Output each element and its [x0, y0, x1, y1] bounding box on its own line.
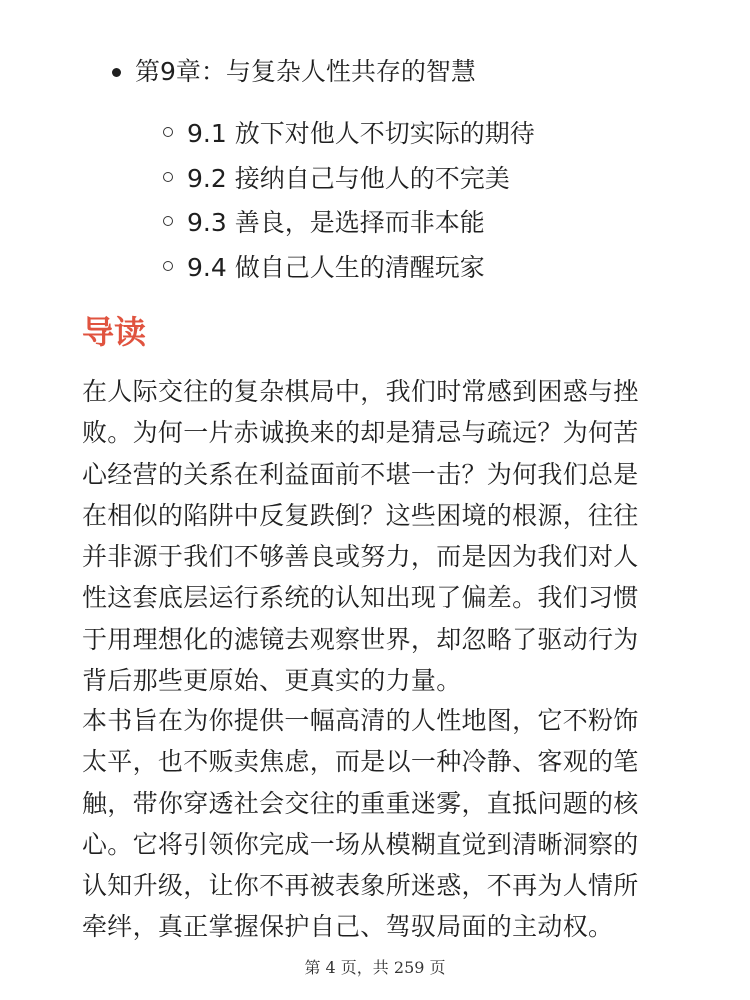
bullet-circle-icon	[163, 127, 173, 137]
text-line: 心。它将引领你完成一场从模糊直觉到清晰洞察的	[82, 829, 639, 859]
section-label: 9.1 放下对他人不切实际的期待	[187, 119, 535, 149]
page-number-footer: 第 4 页，共 259 页	[304, 958, 446, 977]
text-line: 背后那些更原始、更真实的力量。	[82, 666, 462, 696]
section-list	[163, 110, 535, 288]
section-label: 9.3 善良，是选择而非本能	[187, 208, 485, 238]
bullet-disc-icon	[112, 68, 121, 77]
section-label: 9.4 做自己人生的清醒玩家	[187, 252, 485, 282]
text-line: 在人际交往的复杂棋局中，我们时常感到困惑与挫	[82, 377, 639, 406]
text-line: 败。为何一片赤诚换来的却是猜忌与疏远？为何苦	[82, 418, 639, 448]
text-line: 于用理想化的滤镜去观察世界，却忽略了驱动行为	[82, 624, 639, 654]
text-line: 认知升级，让你不再被表象所迷惑，不再为人情所	[82, 871, 639, 901]
section-item	[163, 155, 535, 200]
chapter-title: 第9章：与复杂人性共存的智慧	[135, 57, 476, 86]
text-line: 心经营的关系在利益面前不堪一击？为何我们总是	[82, 459, 639, 489]
text-line: 本书旨在为你提供一幅高清的人性地图，它不粉饰	[82, 706, 639, 735]
text-line: 牵绊，真正掌握保护自己、驾驭局面的主动权。	[82, 912, 614, 942]
section-item	[163, 110, 535, 155]
text-line: 性这套底层运行系统的认知出现了偏差。我们习惯	[82, 583, 639, 613]
intro-paragraph-2	[82, 700, 672, 948]
bullet-circle-icon	[163, 216, 173, 226]
section-item	[163, 244, 535, 289]
section-item	[163, 199, 535, 244]
section-heading: 导读	[82, 313, 147, 351]
bullet-circle-icon	[163, 261, 173, 271]
chapter-bullet-item	[112, 54, 476, 90]
section-label: 9.2 接纳自己与他人的不完美	[187, 163, 510, 193]
text-line: 太平，也不贩卖焦虑，而是以一种冷静、客观的笔	[82, 747, 639, 777]
text-line: 触，带你穿透社会交往的重重迷雾，直抵问题的核	[82, 788, 639, 818]
text-line: 在相似的陷阱中反复跌倒？这些困境的根源，往往	[82, 500, 639, 530]
text-line: 并非源于我们不够善良或努力，而是因为我们对人	[82, 542, 639, 572]
intro-paragraph-1	[82, 371, 672, 701]
bullet-circle-icon	[163, 172, 173, 182]
